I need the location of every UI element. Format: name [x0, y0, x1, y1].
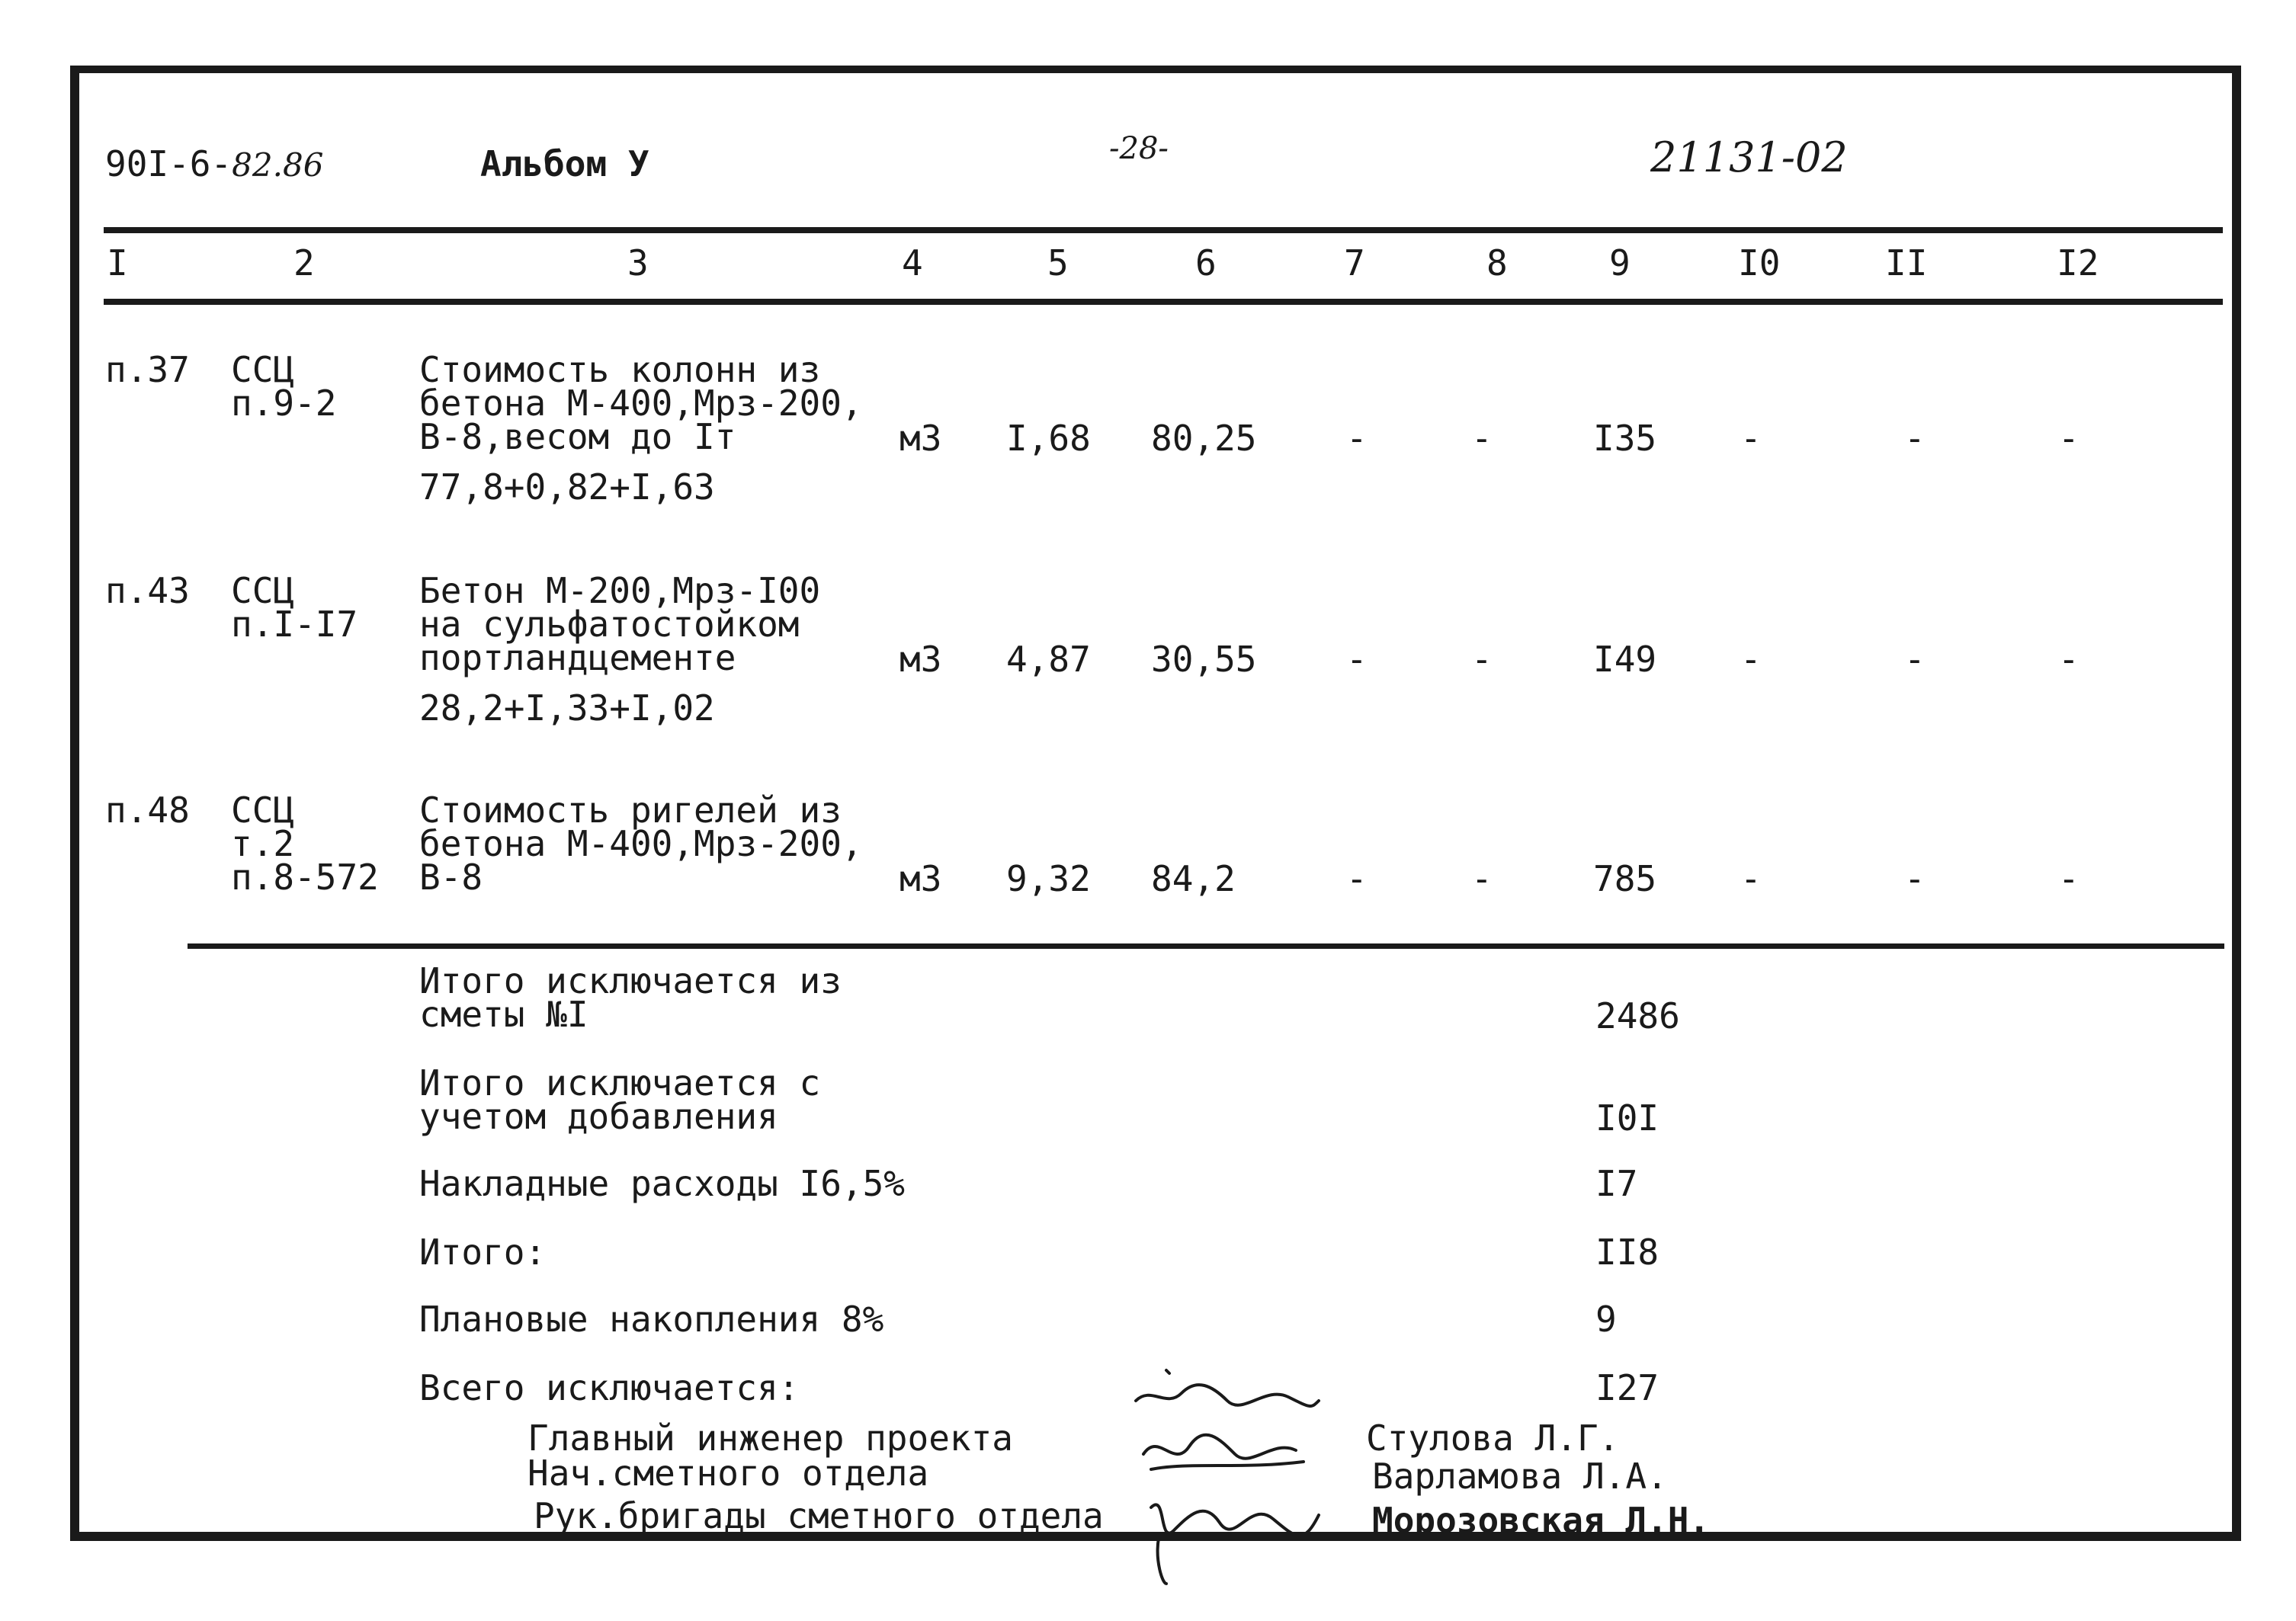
col-header-7: 7: [1344, 242, 1365, 284]
row-unit: м3: [899, 639, 942, 680]
row-formula: 77,8+0,82+I,63: [419, 466, 715, 508]
row-description-line: бетона М-400,Мрз-200,: [419, 383, 863, 424]
row-description-line: Стоимость ригелей из: [419, 790, 842, 831]
row-formula: 28,2+I,33+I,02: [419, 687, 715, 729]
col-header-11: II: [1885, 242, 1928, 284]
handwritten-signatures: [1121, 1355, 1334, 1599]
row-description-line: бетона М-400,Мрз-200,: [419, 823, 863, 864]
col-header-6: 6: [1195, 242, 1217, 284]
row-unit: м3: [899, 418, 942, 459]
summary-value: I27: [1595, 1367, 1659, 1408]
document-frame: [70, 66, 2241, 1541]
row-source-line: п.I-I7: [231, 604, 358, 645]
row-source-line: ССЦ: [231, 790, 295, 831]
row-price: 30,55: [1151, 639, 1257, 680]
row-qty: 4,87: [1006, 639, 1091, 680]
row-description-line: портландцементе: [419, 637, 736, 678]
summary-label: Итого:: [419, 1232, 547, 1273]
col-header-9: 9: [1609, 242, 1631, 284]
summary-label: Накладные расходы I6,5%: [419, 1163, 905, 1204]
row-source-line: п.9-2: [231, 383, 337, 424]
header-bottom-rule: [104, 299, 2223, 305]
col-header-12: I2: [2057, 242, 2099, 284]
col-header-3: 3: [627, 242, 649, 284]
row-col8: -: [1471, 418, 1493, 459]
row-col8: -: [1471, 858, 1493, 899]
row-col11: -: [1904, 858, 1926, 899]
summary-value: I7: [1595, 1163, 1638, 1204]
row-price: 80,25: [1151, 418, 1257, 459]
row-total: 785: [1593, 858, 1657, 899]
header-top-rule: [104, 227, 2223, 233]
row-total: I35: [1593, 418, 1657, 459]
doc-code-printed: 90I-6-: [105, 143, 232, 184]
row-col10: -: [1740, 858, 1762, 899]
row-source-line: ССЦ: [231, 570, 295, 611]
summary-value: 9: [1595, 1299, 1617, 1340]
row-description-line: Бетон М-200,Мрз-I00: [419, 570, 821, 611]
signatory-role: Рук.бригады сметного отдела: [534, 1495, 1104, 1536]
album-title: Альбом У: [480, 143, 649, 184]
summary-value: 2486: [1595, 995, 1680, 1036]
signatory-name: Стулова Л.Г.: [1366, 1418, 1620, 1459]
summary-label: сметы №I: [419, 994, 588, 1035]
row-col8: -: [1471, 639, 1493, 680]
col-header-4: 4: [902, 242, 923, 284]
doc-code-handwritten: 82.86: [232, 146, 324, 184]
row-item: п.48: [105, 790, 190, 831]
summary-value: I0I: [1595, 1097, 1659, 1139]
totals-rule: [188, 943, 2224, 949]
signatory-role: Главный инженер проекта: [528, 1418, 1013, 1459]
summary-label: учетом добавления: [419, 1096, 778, 1137]
row-col7: -: [1346, 418, 1368, 459]
row-total: I49: [1593, 639, 1657, 680]
row-col10: -: [1740, 418, 1762, 459]
col-header-8: 8: [1486, 242, 1508, 284]
doc-code: [105, 143, 324, 184]
col-header-1: I: [107, 242, 128, 284]
row-unit: м3: [899, 858, 942, 899]
row-source-line: т.2: [231, 823, 295, 864]
row-description-line: В-8,весом до Iт: [419, 416, 736, 457]
row-item: п.43: [105, 570, 190, 611]
summary-label: Всего исключается:: [419, 1367, 800, 1408]
col-header-10: I0: [1738, 242, 1781, 284]
signatory-role: Нач.сметного отдела: [528, 1453, 929, 1494]
page-number: -28-: [1109, 131, 1169, 166]
row-col11: -: [1904, 639, 1926, 680]
row-col10: -: [1740, 639, 1762, 680]
row-col7: -: [1346, 639, 1368, 680]
row-item: п.37: [105, 349, 190, 390]
row-source-line: ССЦ: [231, 349, 295, 390]
signatory-name: Морозовская Л.Н.: [1372, 1500, 1711, 1541]
signatory-name: Варламова Л.А.: [1372, 1456, 1668, 1497]
row-qty: 9,32: [1006, 858, 1091, 899]
reference-number: 21131-02: [1650, 133, 1848, 181]
row-description-line: на сульфатостойком: [419, 604, 800, 645]
row-price: 84,2: [1151, 858, 1236, 899]
row-col12: -: [2058, 639, 2080, 680]
row-qty: I,68: [1006, 418, 1091, 459]
row-col12: -: [2058, 418, 2080, 459]
summary-label: Итого исключается из: [419, 960, 842, 1001]
row-col12: -: [2058, 858, 2080, 899]
row-description-line: Стоимость колонн из: [419, 349, 821, 390]
summary-label: Плановые накопления 8%: [419, 1299, 884, 1340]
row-col11: -: [1904, 418, 1926, 459]
col-header-2: 2: [293, 242, 315, 284]
col-header-5: 5: [1047, 242, 1069, 284]
summary-label: Итого исключается с: [419, 1062, 821, 1104]
row-col7: -: [1346, 858, 1368, 899]
row-description-line: В-8: [419, 857, 483, 898]
summary-value: II8: [1595, 1232, 1659, 1273]
row-source-line: п.8-572: [231, 857, 379, 898]
